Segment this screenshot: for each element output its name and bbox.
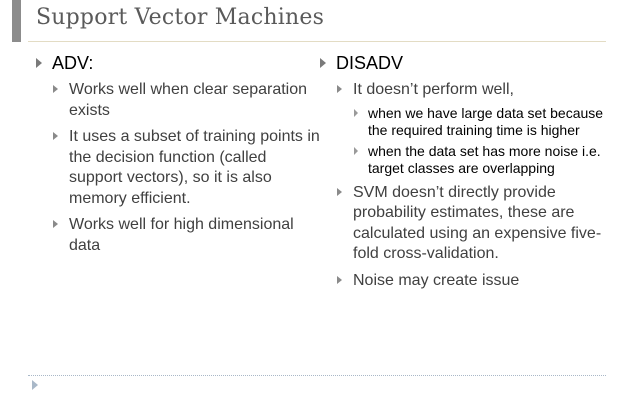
advantage-item: [52, 80, 320, 121]
advantage-text: Works well when clear separation exists: [69, 81, 308, 119]
disadvantage-subitem: [353, 105, 610, 139]
triangle-bullet-icon: [354, 109, 358, 117]
triangle-bullet-icon: [320, 58, 326, 68]
triangle-bullet-icon: [337, 276, 342, 284]
disadvantage-subitem: [353, 143, 610, 177]
disadvantages-heading-item: [318, 52, 610, 291]
advantage-item: [52, 215, 320, 256]
disadvantage-item: [336, 183, 610, 265]
advantages-heading: ADV:: [52, 53, 94, 73]
disadvantage-subitem-text: when we have large data set because the required training time is higher: [368, 104, 604, 138]
triangle-bullet-icon: [53, 132, 58, 140]
disadvantage-text: It doesn’t perform well,: [353, 81, 514, 98]
slide-title: Support Vector Machines: [36, 5, 325, 30]
advantages-column: [34, 52, 320, 260]
advantages-heading-item: [34, 52, 320, 256]
triangle-bullet-icon: [53, 85, 58, 93]
footer-arrow-icon: [32, 380, 38, 390]
title-divider: [28, 41, 606, 42]
advantage-item: [52, 127, 320, 209]
footer-divider: [28, 375, 606, 376]
advantage-text: It uses a subset of training points in the decision function (called support vectors), so it is also memory efficient.: [69, 128, 320, 207]
disadvantage-text: SVM doesn’t directly provide probability estimates, these are calculated using an expensive five-fold cross-validation.: [353, 183, 602, 262]
advantage-text: Works well for high dimensional data: [69, 216, 294, 254]
triangle-bullet-icon: [354, 147, 358, 155]
disadvantage-item: [336, 271, 610, 292]
disadvantages-column: [318, 52, 610, 295]
triangle-bullet-icon: [53, 220, 58, 228]
disadvantage-item: [336, 80, 610, 177]
disadvantage-text: Noise may create issue: [353, 271, 520, 289]
disadvantages-heading: DISADV: [336, 53, 404, 73]
triangle-bullet-icon: [337, 188, 342, 196]
triangle-bullet-icon: [337, 85, 342, 93]
title-accent-bar: [12, 0, 21, 42]
triangle-bullet-icon: [36, 58, 42, 68]
disadvantage-subitem-text: when the data set has more noise i.e. target classes are overlapping: [368, 142, 601, 176]
